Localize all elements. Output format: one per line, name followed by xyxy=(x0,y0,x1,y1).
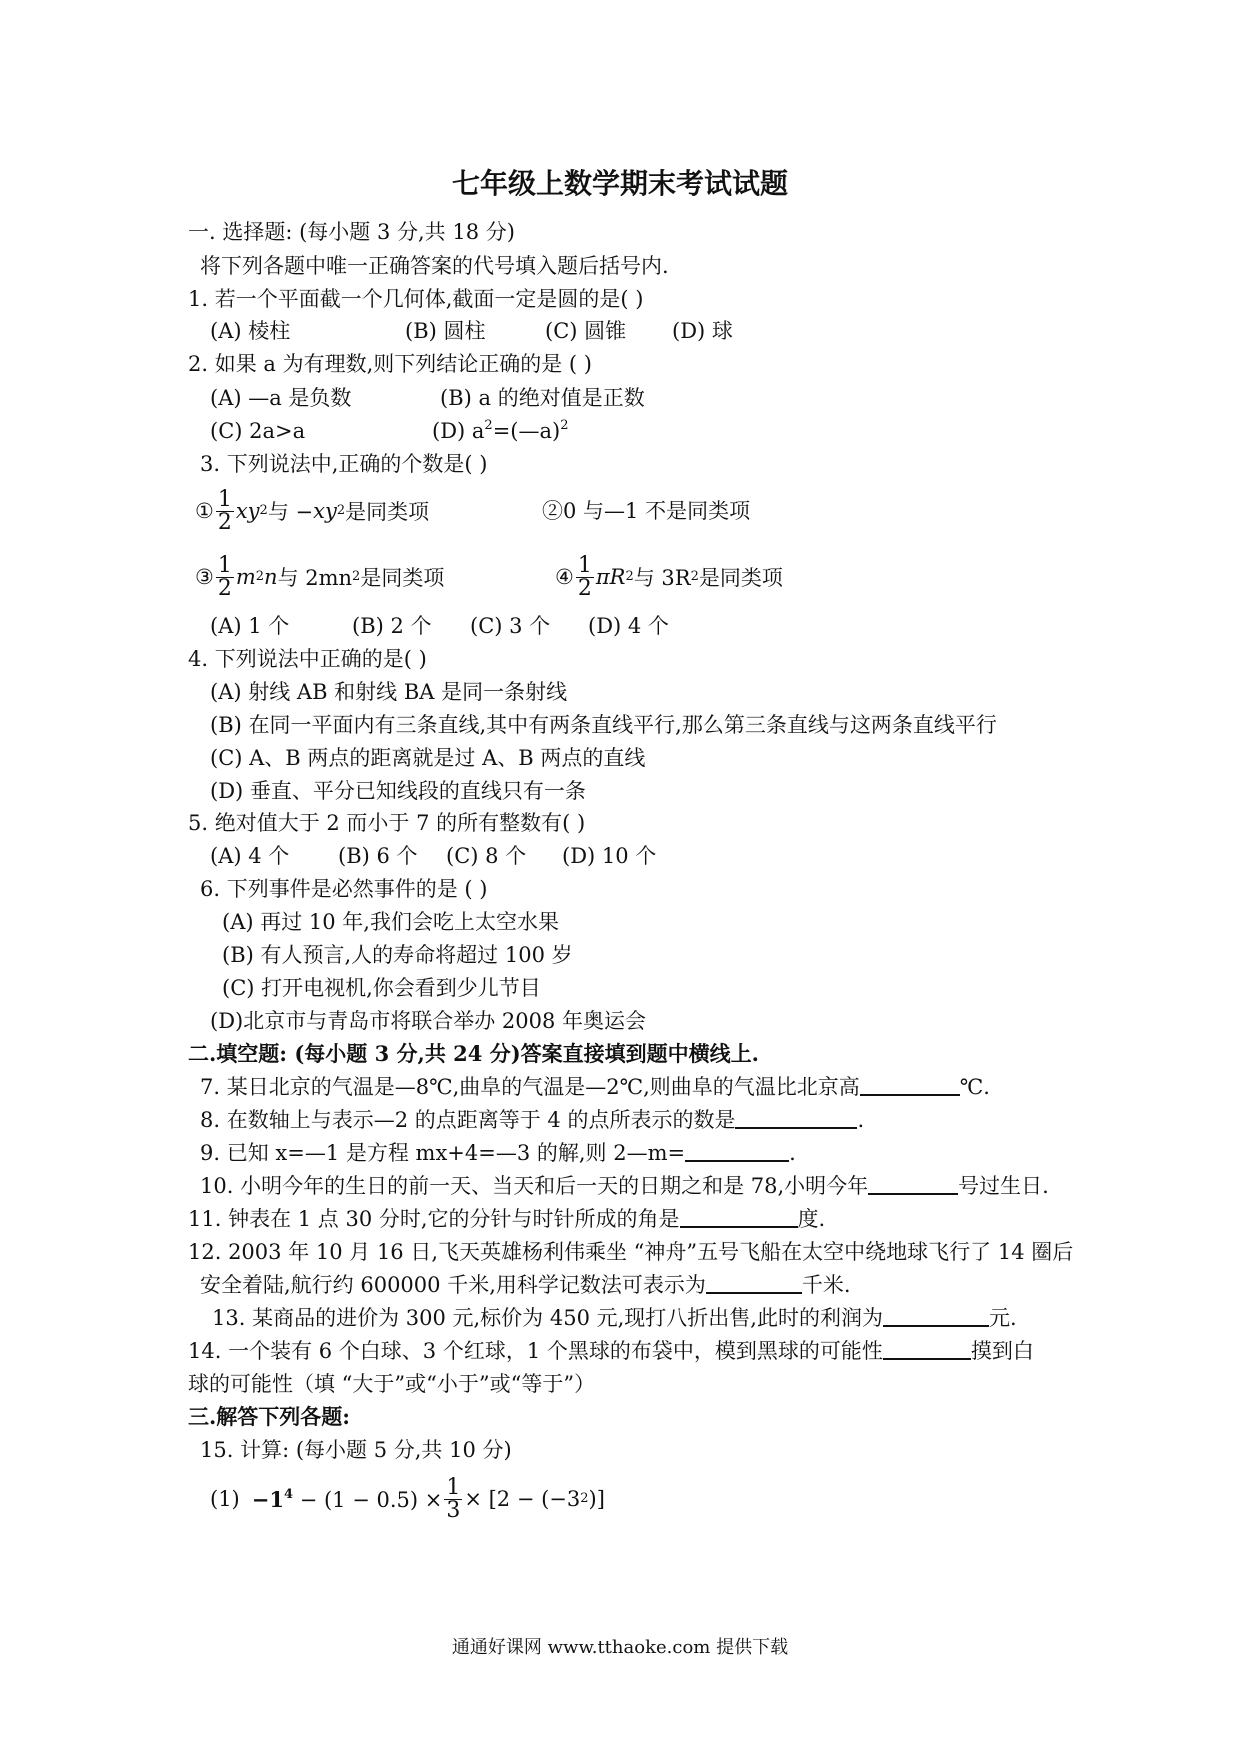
q3-statement-4: ④ $\frac{1}{2}$ πR 2 与 3R 2 是同类项 xyxy=(555,552,783,601)
fraction: $\frac{1}{2}$ xyxy=(217,486,232,535)
section-3-header: 三.解答下列各题: xyxy=(188,1404,351,1429)
q2-option-b: (B) a 的绝对值是正数 xyxy=(440,386,645,410)
q3-option-d: (D) 4 个 xyxy=(588,614,669,638)
section-1-header: 一. 选择题: (每小题 3 分,共 18 分) xyxy=(188,220,515,244)
q1-stem: 1. 若一个平面截一个几何体,截面一定是圆的是( ) xyxy=(188,287,644,311)
answer-blank[interactable] xyxy=(735,1107,857,1129)
answer-blank[interactable] xyxy=(860,1074,960,1096)
q3-statement-2: ②0 与—1 不是同类项 xyxy=(542,499,751,523)
q3-option-a: (A) 1 个 xyxy=(210,614,290,638)
q5-option-a: (A) 4 个 xyxy=(210,844,290,868)
q2-option-c: (C) 2a>a xyxy=(210,419,306,443)
q2-option-a: (A) —a 是负数 xyxy=(210,386,352,410)
q13: 13. 某商品的进价为 300 元,标价为 450 元,现打八折出售,此时的利润为 元. xyxy=(212,1306,1017,1330)
q4-option-d: (D) 垂直、平分已知线段的直线只有一条 xyxy=(210,779,586,803)
q3-option-c: (C) 3 个 xyxy=(470,614,551,638)
answer-blank[interactable] xyxy=(868,1173,958,1195)
q3-statement-3: ③ $\frac{1}{2}$ m 2 n 与 2mn 2 是同类项 xyxy=(195,552,445,601)
q12-line-2: 安全着陆,航行约 600000 千米,用科学记数法可表示为 千米. xyxy=(200,1273,851,1297)
q6-option-c: (C) 打开电视机,你会看到少儿节目 xyxy=(222,976,541,1000)
q5-option-d: (D) 10 个 xyxy=(562,844,657,868)
q8: 8. 在数轴上与表示—2 的点距离等于 4 的点所表示的数是 . xyxy=(200,1108,865,1132)
q3-statement-1: ① $\frac{1}{2}$ xy 2 与 − xy 2 是同类项 xyxy=(195,486,430,535)
q7: 7. 某日北京的气温是—8℃,曲阜的气温是—2℃,则曲阜的气温比北京高 ℃. xyxy=(200,1075,990,1099)
q4-option-c: (C) A、B 两点的距离就是过 A、B 两点的直线 xyxy=(210,746,646,770)
q1-option-b: (B) 圆柱 xyxy=(405,319,486,343)
q6-stem: 6. 下列事件是必然事件的是 ( ) xyxy=(200,877,488,901)
q5-stem: 5. 绝对值大于 2 而小于 7 的所有整数有( ) xyxy=(188,811,586,835)
fraction: $\frac{1}{3}$ xyxy=(446,1474,461,1523)
q4-option-b: (B) 在同一平面内有三条直线,其中有两条直线平行,那么第三条直线与这两条直线平行 xyxy=(210,713,997,737)
q3-stem: 3. 下列说法中,正确的个数是( ) xyxy=(200,452,488,476)
q15-stem: 15. 计算: (每小题 5 分,共 10 分) xyxy=(200,1438,512,1462)
fraction: $\frac{1}{2}$ xyxy=(577,552,592,601)
fraction: $\frac{1}{2}$ xyxy=(217,552,232,601)
q1-option-a: (A) 棱柱 xyxy=(210,319,291,343)
q6-option-b: (B) 有人预言,人的寿命将超过 100 岁 xyxy=(222,943,573,967)
section-1-instruction: 将下列各题中唯一正确答案的代号填入题后括号内. xyxy=(200,254,669,278)
q6-option-d: (D)北京市与青岛市将联合举办 2008 年奥运会 xyxy=(210,1009,647,1033)
q14-line-2: 球的可能性（填 “大于”或“小于”或“等于”） xyxy=(188,1372,596,1396)
answer-blank[interactable] xyxy=(706,1272,802,1294)
q5-option-b: (B) 6 个 xyxy=(338,844,418,868)
q3-option-b: (B) 2 个 xyxy=(352,614,432,638)
page-title: 七年级上数学期末考试试题 xyxy=(451,167,788,200)
q6-option-a: (A) 再过 10 年,我们会吃上太空水果 xyxy=(222,910,559,934)
q12-line-1: 12. 2003 年 10 月 16 日,飞天英雄杨利伟乘坐 “神舟”五号飞船在太空中绕地球飞行了 14 圈后 xyxy=(188,1240,1074,1264)
answer-blank[interactable] xyxy=(883,1338,971,1360)
answer-blank[interactable] xyxy=(680,1206,798,1228)
q4-stem: 4. 下列说法中正确的是( ) xyxy=(188,647,427,671)
q5-option-c: (C) 8 个 xyxy=(446,844,527,868)
q4-option-a: (A) 射线 AB 和射线 BA 是同一条射线 xyxy=(210,680,568,704)
q11: 11. 钟表在 1 点 30 分时,它的分针与时针所成的角是 度. xyxy=(188,1207,826,1231)
q2-stem: 2. 如果 a 为有理数,则下列结论正确的是 ( ) xyxy=(188,352,592,376)
answer-blank[interactable] xyxy=(685,1140,789,1162)
q10: 10. 小明今年的生日的前一天、当天和后一天的日期之和是 78,小明今年 号过生日. xyxy=(200,1174,1049,1198)
q2-option-d: (D) $a^2=(—a)^2$ xyxy=(432,418,569,443)
footer-credit: 通通好课网 www.tthaoke.com 提供下载 xyxy=(451,1637,789,1658)
q1-option-c: (C) 圆锥 xyxy=(545,319,627,343)
q9: 9. 已知 x=—1 是方程 mx+4=—3 的解,则 2—m= . xyxy=(200,1141,796,1165)
answer-blank[interactable] xyxy=(883,1305,989,1327)
q15-part-1: (1) $-1^4 - (1 - 0.5)$ × $\frac{1}{3}$ × [2 − (−3 2 )] xyxy=(210,1474,605,1523)
q14-line-1: 14. 一个装有 6 个白球、3 个红球，1 个黑球的布袋中，模到黑球的可能性 摸到白 xyxy=(188,1339,1034,1363)
section-2-header: 二.填空题: (每小题 3 分,共 24 分)答案直接填到题中横线上. xyxy=(188,1041,759,1066)
q1-option-d: (D) 球 xyxy=(672,319,733,343)
math-expression: $-1^4 - (1 - 0.5)$ × xyxy=(251,1486,443,1512)
